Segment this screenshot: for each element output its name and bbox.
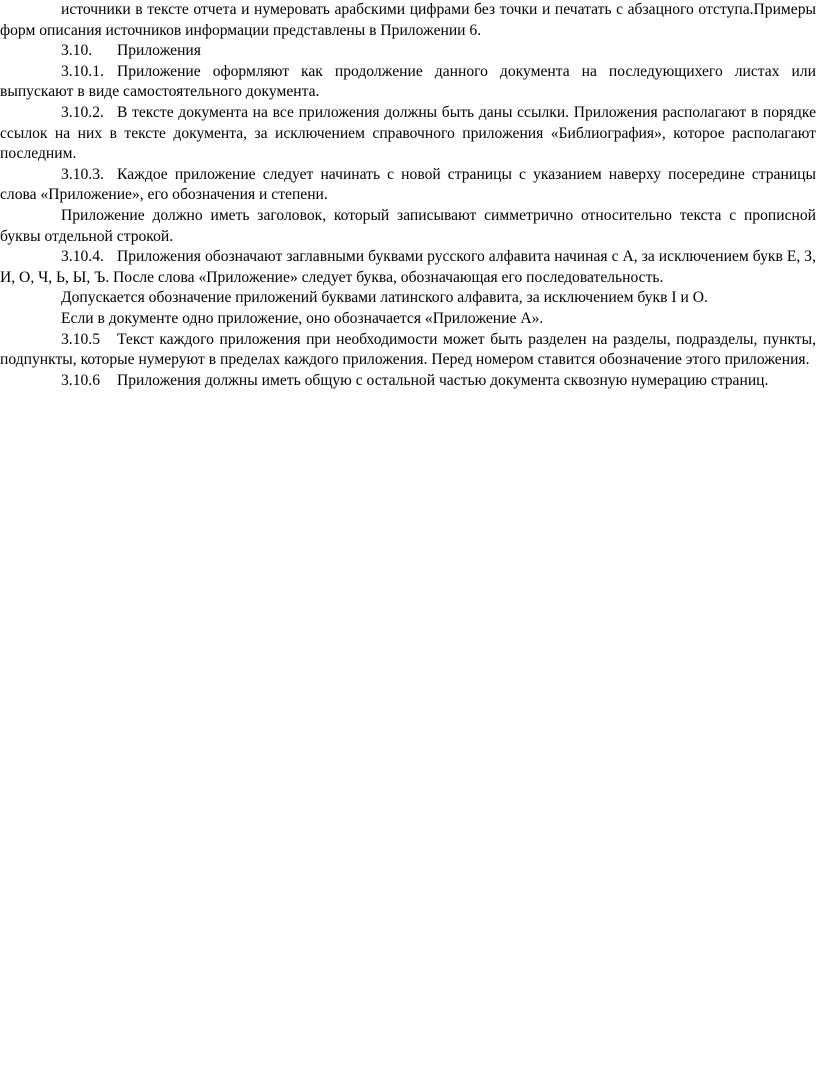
paragraph-3-10-4 xyxy=(0,247,816,288)
clause-text: В тексте документа на все приложения должны быть даны ссылки. Приложения располагают в порядке ссылок на них в тексте документа, за исключением справочного приложения «Библиография», которое располагают последним. xyxy=(0,103,816,163)
clause-number: 3.10.5 xyxy=(61,330,100,348)
section-number: 3.10. xyxy=(61,42,93,60)
clause-number: 3.10.1. xyxy=(61,62,104,80)
clause-text: Каждое приложение следует начинать с новой страницы с указанием наверху посередине страницы слова «Приложение», его обозначения и степени. xyxy=(0,165,816,204)
clause-text: Приложение оформляют как продолжение данного документа на последующихего листах или выпускают в виде самостоятельного документа. xyxy=(0,62,816,101)
section-heading-3-10 xyxy=(0,41,816,62)
paragraph-text: Допускается обозначение приложений буквами латинского алфавита, за исключением букв I и O. xyxy=(61,289,708,307)
section-title: Приложения xyxy=(117,42,201,60)
document-page xyxy=(0,0,816,391)
paragraph-single-appendix xyxy=(0,309,816,330)
paragraph-latin-letters xyxy=(0,288,816,309)
paragraph-appendix-title xyxy=(0,206,816,247)
paragraph-3-10-2 xyxy=(0,103,816,165)
paragraph-3-10-6 xyxy=(0,371,816,392)
clause-text: Приложения должны иметь общую с остальной частью документа сквозную нумерацию страниц. xyxy=(117,371,769,389)
clause-number: 3.10.4. xyxy=(61,248,104,266)
paragraph-sources-continuation xyxy=(0,0,816,41)
clause-number: 3.10.6 xyxy=(61,371,100,389)
paragraph-text: источники в тексте отчета и нумеровать арабскими цифрами без точки и печатать с абзацного отступа.Примеры форм описания источников информации представлены в Приложении 6. xyxy=(0,1,816,39)
paragraph-3-10-1 xyxy=(0,62,816,103)
clause-text: Текст каждого приложения при необходимости может быть разделен на разделы, подразделы, пункты, подпункты, которые нумеруют в пределах каждого приложения. Перед номером ставится обозначение этого приложения. xyxy=(0,330,816,369)
paragraph-3-10-3 xyxy=(0,165,816,206)
clause-number: 3.10.3. xyxy=(61,165,104,183)
paragraph-text: Приложение должно иметь заголовок, который записывают симметрично относительно текста с прописной буквы отдельной строкой. xyxy=(0,206,816,245)
clause-text: Приложения обозначают заглавными буквами русского алфавита начиная с А, за исключением букв Е, З, И, О, Ч, Ь, Ы, Ъ. После слова «Приложение» следует буква, обозначающая его последовательность. xyxy=(0,248,816,286)
clause-number: 3.10.2. xyxy=(61,103,104,121)
paragraph-text: Если в документе одно приложение, оно обозначается «Приложение А». xyxy=(61,309,544,327)
paragraph-3-10-5 xyxy=(0,330,816,371)
